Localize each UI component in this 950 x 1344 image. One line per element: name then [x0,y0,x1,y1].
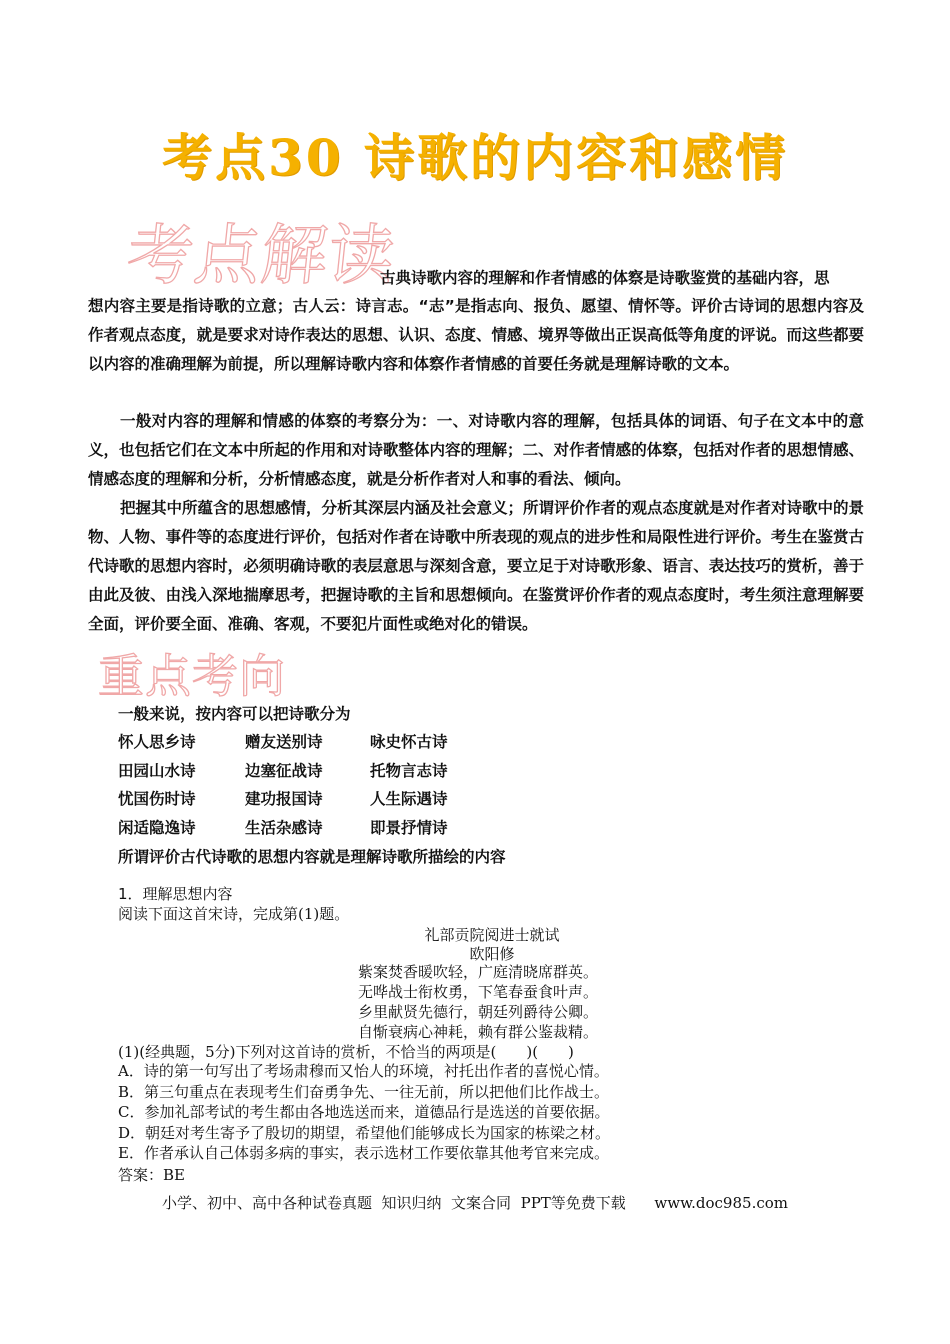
poem-line: 紫案焚香暖吹轻，广庭清晓席群英。 [358,963,599,981]
category-row [118,759,490,788]
category-cell: 田园山水诗 [118,761,196,780]
category-summary: 所谓评价古代诗歌的思想内容就是理解诗歌所描绘的内容 [118,848,506,866]
category-cell: 边塞征战诗 [245,761,323,780]
section-mark-interpretation: 考点解读 [123,217,400,294]
question-stem: (1)(经典题，5分)下列对这首诗的赏析，不恰当的两项是( )( ) [118,1043,574,1061]
category-row [118,730,490,759]
option-a: A．诗的第一句写出了考场肃穆而又怡人的环境，衬托出作者的喜悦心情。 [118,1062,609,1080]
category-grid [118,730,490,844]
category-intro: 一般来说，按内容可以把诗歌分为 [118,705,351,723]
category-cell: 托物言志诗 [370,761,448,780]
page-footer: 小学、初中、高中各种试卷真题 知识归纳 文案合同 PPT等免费下载 www.doc985.com [161,1194,788,1212]
poem-body [358,962,598,1042]
category-cell: 怀人思乡诗 [118,733,196,751]
poem-line: 无哗战士衔枚勇，下笔春蚕食叶声。 [358,983,599,1001]
poem-title: 礼部贡院阅进士就试 [424,926,560,944]
intro-paragraph-2: 一般对内容的理解和情感的体察的考察分为：一、对诗歌内容的理解，包括具体的词语、句子在文本中的意义，也包括它们在文本中所起的作用和对诗歌整体内容的理解；二、对作者情感的体察，包括对作者的思想情感、情感态度的理解和分析，分析情感态度，就是分析作者对人和事的看法、倾向。 [88,412,864,488]
section-mark-focus: 重点考向 [98,649,286,703]
option-e: E．作者承认自己体弱多病的事实，表示选材工作要依靠其他考官来完成。 [118,1144,609,1162]
category-row [118,787,490,816]
category-cell: 忧国伤时诗 [118,790,196,808]
category-cell: 咏史怀古诗 [370,733,448,751]
intro-paragraph: 想内容主要是指诗歌的立意；古人云：诗言志。“志”是指志向、报负、愿望、情怀等。评价古诗词的思想内容及作者观点态度，就是要求对诗作表达的思想、认识、态度、情感、境界等做出正误高低等角度的评说。而这些都要以内容的准确理解为前提，所以理解诗歌内容和体察作者情感的首要任务就是理解诗歌的文本。 [88,297,864,373]
question-instruction: 阅读下面这首宋诗，完成第(1)题。 [118,905,350,923]
answer-options [118,1061,610,1164]
poem-author: 欧阳修 [469,945,515,963]
poem-line: 自惭衰病心神耗，赖有群公鉴裁精。 [358,1023,599,1041]
page-title: 考点30 诗歌的内容和感情 [162,128,788,187]
category-cell: 人生际遇诗 [370,790,448,808]
option-d: D．朝廷对考生寄予了殷切的期望，希望他们能够成长为国家的栋梁之材。 [118,1123,611,1142]
poem-line: 乡里献贤先德行，朝廷列爵待公卿。 [358,1003,599,1021]
category-cell: 建功报国诗 [245,790,323,808]
category-row [118,816,490,845]
intro-paragraph-3: 把握其中所蕴含的思想感情，分析其深层内涵及社会意义；所谓评价作者的观点态度就是对作者对诗歌中的景物、人物、事件等的态度进行评价，包括对作者在诗歌中所表现的观点的进步性和局限性进行评价。考生在鉴赏古代诗歌的思想内容时，必须明确诗歌的表层意思与深刻含意，要立足于对诗歌形象、语言、表达技巧的赏析，善于由此及彼、由浅入深地揣摩思考，把握诗歌的主旨和思想倾向。在鉴赏评价作者的观点态度时，考生须注意理解要全面，评价要全面、准确、客观，不要犯片面性或绝对化的错误。 [88,499,865,633]
category-cell: 赠友送别诗 [245,733,323,751]
option-c: C．参加礼部考试的考生都由各地选送而来，道德品行是选送的首要依据。 [118,1103,610,1121]
category-cell: 即景抒情诗 [370,818,448,837]
intro-first-line: 古典诗歌内容的理解和作者情感的体察是诗歌鉴赏的基础内容，思 [380,269,830,287]
option-b: B．第三句重点在表现考生们奋勇争先、一往无前，所以把他们比作战士。 [118,1082,610,1101]
question-heading: 1．理解思想内容 [118,885,233,903]
answer-text: 答案：BE [118,1166,185,1184]
category-cell: 闲适隐逸诗 [118,818,196,837]
category-cell: 生活杂感诗 [245,818,323,837]
